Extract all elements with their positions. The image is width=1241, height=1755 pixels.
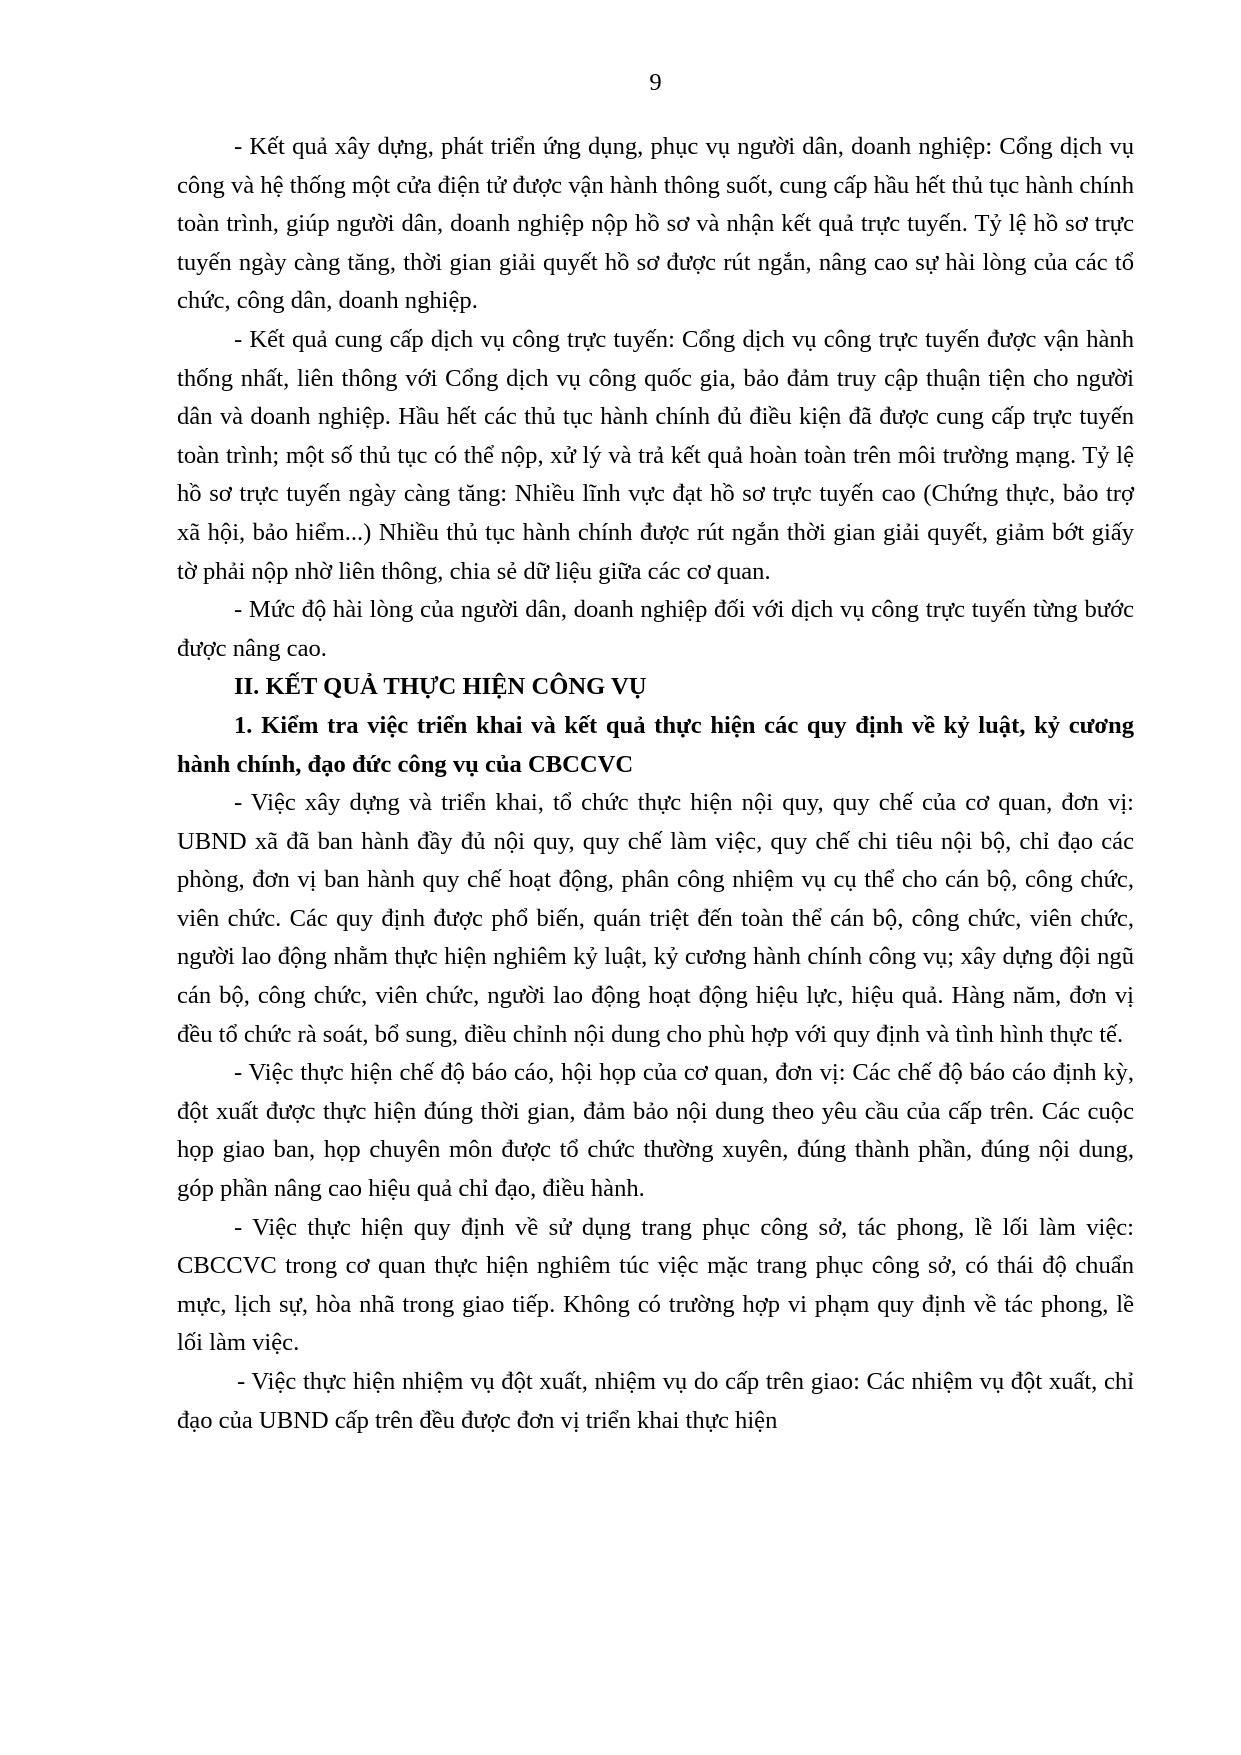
document-body [177,128,1134,1440]
paragraph-reporting-meetings: - Việc thực hiện chế độ báo cáo, hội họp của cơ quan, đơn vị: Các chế độ báo cáo định kỳ, đột xuất được thực hiện đúng thời gian, đảm bảo nội dung theo yêu cầu của cấp trên. Các cuộc họp giao ban, họp chuyên môn được tổ chức thường xuyên, đúng thành phần, đúng nội dung, góp phần nâng cao hiệu quả chỉ đạo, điều hành. [177,1059,1134,1203]
subsection-heading-discipline-inspection: 1. Kiểm tra việc triển khai và kết quả thực hiện các quy định về kỷ luật, kỷ cương hành chính, đạo đức công vụ của CBCCVC [177,711,1134,778]
paragraph-online-public-services: - Kết quả cung cấp dịch vụ công trực tuyến: Cổng dịch vụ công trực tuyến được vận hành thống nhất, liên thông với Cổng dịch vụ công quốc gia, bảo đảm truy cập thuận tiện cho người dân và doanh nghiệp. Hầu hết các thủ tục hành chính đủ điều kiện đã được cung cấp trực tuyến toàn trình; một số thủ tục có thể nộp, xử lý và trả kết quả hoàn toàn trên môi trường mạng. Tỷ lệ hồ sơ trực tuyến ngày càng tăng: Nhiều lĩnh vực đạt hồ sơ trực tuyến cao (Chứng thực, bảo trợ xã hội, bảo hiểm...) Nhiều thủ tục hành chính được rút ngắn thời gian giải quyết, giảm bớt giấy tờ phải nộp nhờ liên thông, chia sẻ dữ liệu giữa các cơ quan. [177,325,1134,585]
paragraph-satisfaction-level: - Mức độ hài lòng của người dân, doanh nghiệp đối với dịch vụ công trực tuyến từng bước được nâng cao. [177,596,1134,662]
paragraph-app-development-results: - Kết quả xây dựng, phát triển ứng dụng, phục vụ người dân, doanh nghiệp: Cổng dịch vụ công và hệ thống một cửa điện tử được vận hành thông suốt, cung cấp hầu hết thủ tục hành chính toàn trình, giúp người dân, doanh nghiệp nộp hồ sơ và nhận kết quả trực tuyến. Tỷ lệ hồ sơ trực tuyến ngày càng tăng, thời gian giải quyết hồ sơ được rút ngắn, nâng cao sự hài lòng của các tổ chức, công dân, doanh nghiệp. [177,133,1134,315]
page-number: 9 [649,69,662,96]
paragraph-internal-regulations: - Việc xây dựng và triển khai, tổ chức thực hiện nội quy, quy chế của cơ quan, đơn vị: UBND xã đã ban hành đầy đủ nội quy, quy chế làm việc, quy chế chi tiêu nội bộ, chỉ đạo các phòng, đơn vị ban hành quy chế hoạt động, phân công nhiệm vụ cụ thể cho cán bộ, công chức, viên chức. Các quy định được phổ biến, quán triệt đến toàn thể cán bộ, công chức, viên chức, người lao động nhằm thực hiện nghiêm kỷ luật, kỷ cương hành chính công vụ; xây dựng đội ngũ cán bộ, công chức, viên chức, người lao động hoạt động hiệu lực, hiệu quả. Hàng năm, đơn vị đều tổ chức rà soát, bổ sung, điều chỉnh nội dung cho phù hợp với quy định và tình hình thực tế. [177,789,1134,1048]
section-heading-public-service-results: II. KẾT QUẢ THỰC HIỆN CÔNG VỤ [234,673,647,701]
paragraph-ad-hoc-tasks: - Việc thực hiện nhiệm vụ đột xuất, nhiệm vụ do cấp trên giao: Các nhiệm vụ đột xuất, chỉ đạo của UBND cấp trên đều được đơn vị triển khai thực hiện [177,1368,1134,1434]
paragraph-dress-code-conduct: - Việc thực hiện quy định về sử dụng trang phục công sở, tác phong, lề lối làm việc: CBCCVC trong cơ quan thực hiện nghiêm túc việc mặc trang phục công sở, có thái độ chuẩn mực, lịch sự, hòa nhã trong giao tiếp. Không có trường hợp vi phạm quy định về tác phong, lề lối làm việc. [177,1213,1134,1357]
